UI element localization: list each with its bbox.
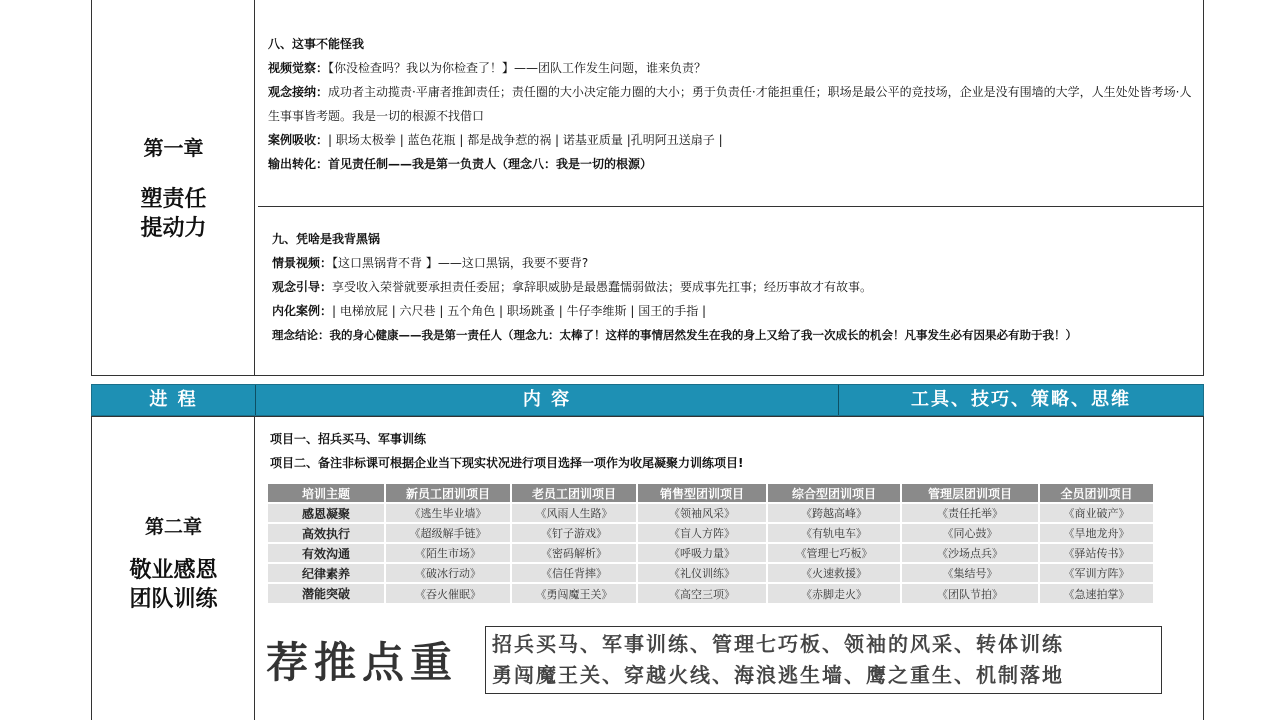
table-cell: 《急速拍掌》 <box>1039 583 1154 603</box>
table-cell: 《密码解析》 <box>511 543 637 563</box>
section9-concept <box>272 275 1200 299</box>
chapter2-title-line1: 敬业感恩 <box>129 558 218 583</box>
table-cell: 《风雨人生路》 <box>511 503 637 523</box>
table-cell: 《同心鼓》 <box>901 523 1039 543</box>
section9-video <box>272 251 1200 275</box>
chapter1-number: 第一章 <box>143 136 204 160</box>
section9-heading: 九、凭啥是我背黑锅 <box>272 232 381 246</box>
chapter2-title-line2: 团队训练 <box>129 587 218 612</box>
section8-video <box>268 56 1198 80</box>
table-cell: 《钉子游戏》 <box>511 523 637 543</box>
table-cell: 《集结号》 <box>901 563 1039 583</box>
table-header-cell: 综合型团训项目 <box>767 484 901 503</box>
section8-output <box>268 152 1198 176</box>
section8-case-text: | 职场太极拳 | 蓝色花瓶 | 都是战争惹的祸 | 诺基亚质量 |孔明阿丑送扇子 | <box>328 133 723 147</box>
table-cell: 《勇闯魔王关》 <box>511 583 637 603</box>
header-content: 内 容 <box>522 389 572 410</box>
table-cell: 《火速救援》 <box>767 563 901 583</box>
table-cell: 《陌生市场》 <box>385 543 511 563</box>
table-row <box>268 503 1154 523</box>
chapter2-number: 第二章 <box>144 516 202 538</box>
table-cell: 《驿站传书》 <box>1039 543 1154 563</box>
table-row-header: 潜能突破 <box>268 583 385 603</box>
project2-text: 项目二、备注非标课可根据企业当下现实状况进行项目选择一项作为收尾凝聚力训练项目! <box>270 456 744 470</box>
table-header-row <box>268 484 1154 503</box>
table-cell: 《破冰行动》 <box>385 563 511 583</box>
table-cell: 《呼吸力量》 <box>637 543 767 563</box>
table-row-header: 有效沟通 <box>268 543 385 563</box>
section8-block <box>268 32 1198 176</box>
table-cell: 《沙场点兵》 <box>901 543 1039 563</box>
section9-case-text: | 电梯放屁 | 六尺巷 | 五个角色 | 职场跳蚤 | 牛仔李维斯 | 国王的手指 | <box>332 304 707 318</box>
table-cell: 《责任托举》 <box>901 503 1039 523</box>
chapter2-left-cell <box>91 416 255 720</box>
section8-heading: 八、这事不能怪我 <box>268 37 365 51</box>
table-cell: 《跨越高峰》 <box>767 503 901 523</box>
table-header-cell: 销售型团训项目 <box>637 484 767 503</box>
table-row-header: 纪律素养 <box>268 563 385 583</box>
section8-case <box>268 128 1198 152</box>
section8-video-text: 【你没检查吗？我以为你检查了！】——团队工作发生问题，谁来负责？ <box>328 61 707 75</box>
header-progress: 进 程 <box>149 389 198 410</box>
chapter1-title-line1: 塑责任 <box>140 187 207 212</box>
chapter1-divider <box>258 206 1204 207</box>
table-row <box>268 583 1154 603</box>
table-header-cell: 全员团训项目 <box>1039 484 1154 503</box>
table-cell: 《有轨电车》 <box>767 523 901 543</box>
header-tools: 工具、技巧、策略、思维 <box>911 389 1131 410</box>
table-row <box>268 563 1154 583</box>
section9-conclusion-text: 我的身心健康——我是第一责任人（理念九：太棒了！这样的事情居然发生在我的身上又给了我一次成长的机会！凡事发生必有因果必有助于我！） <box>329 328 1077 342</box>
table-cell: 《信任背摔》 <box>511 563 637 583</box>
table-cell: 《领袖风采》 <box>637 503 767 523</box>
table-header-cell: 培训主题 <box>268 484 385 503</box>
section8-concept <box>268 80 1198 128</box>
table-header-cell: 管理层团训项目 <box>901 484 1039 503</box>
project1-text: 项目一、招兵买马、军事训练 <box>270 432 427 446</box>
section9-conclusion-label: 理念结论： <box>272 328 330 342</box>
table-cell: 《吞火催眠》 <box>385 583 511 603</box>
table-cell: 《旱地龙舟》 <box>1039 523 1154 543</box>
recommend-box <box>485 626 1162 694</box>
table-header-cell: 新员工团训项目 <box>385 484 511 503</box>
table-header-cell: 老员工团训项目 <box>511 484 637 503</box>
chapter1-left-cell <box>91 0 255 376</box>
table-row <box>268 543 1154 563</box>
chapter1-title-line2: 提动力 <box>140 216 207 241</box>
section8-output-text: 首见责任制——我是第一负责人（理念八：我是一切的根源） <box>328 157 653 171</box>
section9-concept-label: 观念引导： <box>272 280 333 294</box>
training-table <box>268 484 1155 603</box>
recommend-label: 荐推点重 <box>266 638 459 687</box>
table-header-bar <box>91 384 1204 416</box>
section9-concept-text: 享受收入荣誉就要承担责任委屈；拿辞职威胁是最愚蠢懦弱做法；要成事先扛事；经历事故才有故事。 <box>332 280 873 294</box>
section8-video-label: 视频觉察： <box>268 61 329 75</box>
recommend-line1: 招兵买马、军事训练、管理七巧板、领袖的风采、转体训练 <box>492 632 1064 656</box>
table-cell: 《逃生毕业墙》 <box>385 503 511 523</box>
section8-concept-text: 成功者主动揽责·平庸者推卸责任；责任圈的大小决定能力圈的大小；勇于负责任·才能担重任；职场是最公平的竞技场，企业是没有围墙的大学，人生处处皆考场·人生事事皆考题。我是一切的根源不找借口 <box>268 85 1192 123</box>
table-cell: 《礼仪训练》 <box>637 563 767 583</box>
table-cell: 《超级解手链》 <box>385 523 511 543</box>
table-cell: 《管理七巧板》 <box>767 543 901 563</box>
table-cell: 《高空三项》 <box>637 583 767 603</box>
section8-case-label: 案例吸收： <box>268 133 329 147</box>
table-cell: 《赤脚走火》 <box>767 583 901 603</box>
section9-case-label: 内化案例： <box>272 304 333 318</box>
table-row-header: 感恩凝聚 <box>268 503 385 523</box>
section8-output-label: 输出转化： <box>268 157 329 171</box>
section9-video-text: 【这口黑锅背不背 】——这口黑锅，我要不要背? <box>332 256 589 270</box>
section9-conclusion <box>272 323 1200 347</box>
table-cell: 《盲人方阵》 <box>637 523 767 543</box>
table-row-header: 高效执行 <box>268 523 385 543</box>
section8-concept-label: 观念接纳： <box>268 85 329 99</box>
table-cell: 《军训方阵》 <box>1039 563 1154 583</box>
table-cell: 《团队节拍》 <box>901 583 1039 603</box>
section9-case <box>272 299 1200 323</box>
table-cell: 《商业破产》 <box>1039 503 1154 523</box>
recommend-line2: 勇闯魔王关、穿越火线、海浪逃生墙、鹰之重生、机制落地 <box>492 663 1064 687</box>
table-row <box>268 523 1154 543</box>
section9-block <box>272 227 1200 347</box>
section9-video-label: 情景视频： <box>272 256 333 270</box>
